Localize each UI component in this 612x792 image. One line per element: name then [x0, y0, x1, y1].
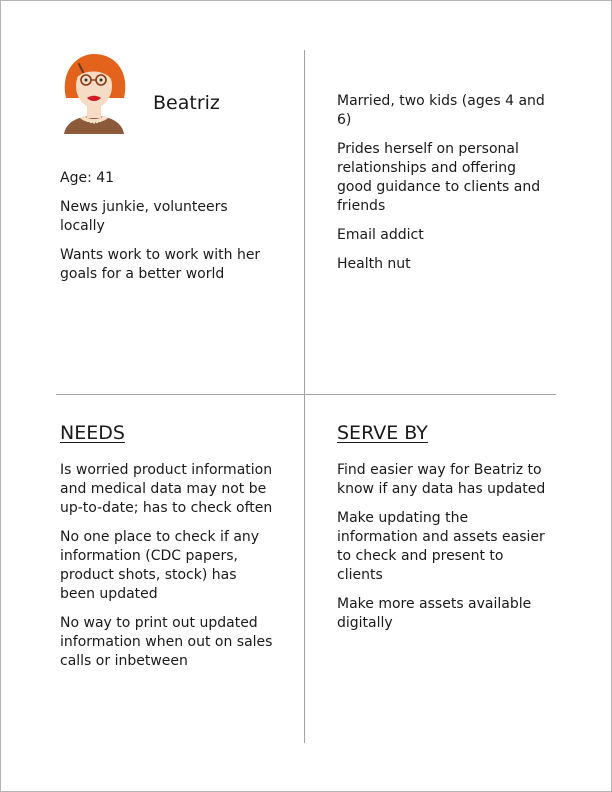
list-item: No way to print out updated information when out on sales calls or inbetween	[60, 615, 273, 669]
needs-heading: NEEDS	[60, 422, 125, 444]
serve-by-list	[337, 461, 552, 643]
list-item: Make more assets available digitally	[337, 596, 532, 631]
list-item: Health nut	[337, 256, 411, 272]
list-item: Age: 41	[60, 170, 115, 186]
list-item: No one place to check if any information (CDC papers, product shots, stock) has been updated	[60, 529, 260, 602]
persona-avatar-icon	[58, 52, 130, 136]
persona-traits	[337, 92, 552, 284]
list-item: Prides herself on personal relationships and offering good guidance to clients and friends	[337, 141, 541, 214]
persona-demographics	[60, 169, 270, 294]
serve-by-heading: SERVE BY	[337, 422, 428, 444]
list-item: Wants work to work with her goals for a better world	[60, 247, 261, 282]
vertical-divider	[304, 50, 305, 743]
horizontal-divider	[56, 394, 556, 395]
persona-name: Beatriz	[153, 92, 220, 114]
list-item: Make updating the information and assets easier to check and present to clients	[337, 510, 545, 583]
list-item: Find easier way for Beatriz to know if any data has updated	[337, 462, 546, 497]
list-item: Email addict	[337, 227, 424, 243]
list-item: Married, two kids (ages 4 and 6)	[337, 93, 545, 128]
needs-list	[60, 461, 275, 681]
list-item: Is worried product information and medical data may not be up-to-date; has to check often	[60, 462, 273, 516]
list-item: News junkie, volunteers locally	[60, 199, 228, 234]
